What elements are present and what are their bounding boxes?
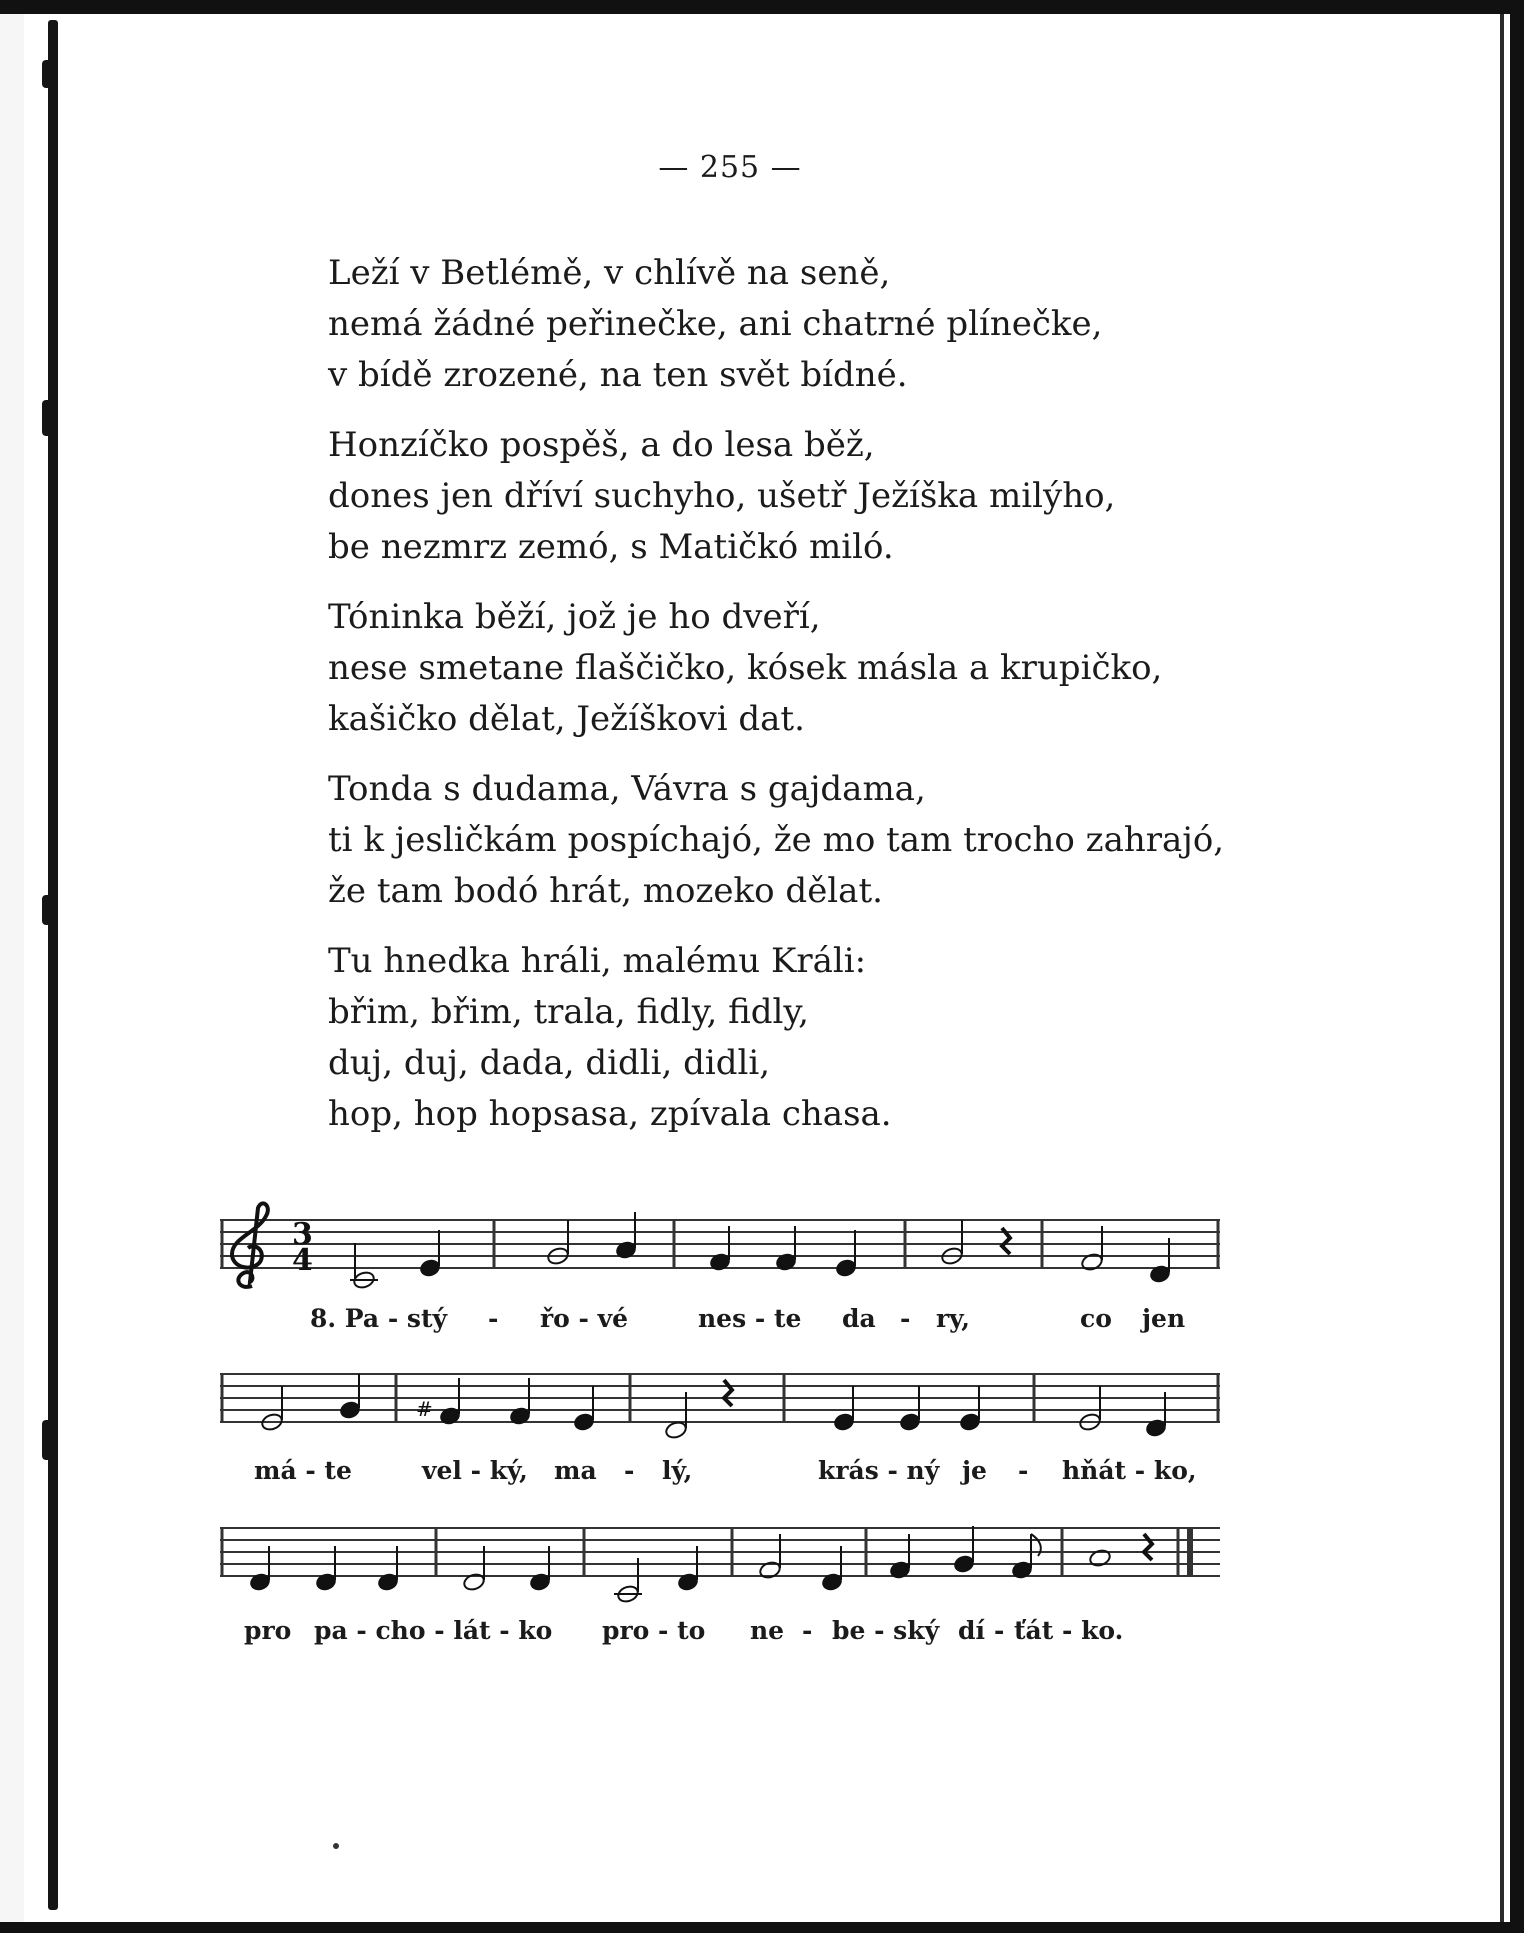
- lyric-syllable: řo - vé: [540, 1304, 629, 1333]
- verse-line: v bídě zrozené, na ten svět bídné.: [328, 355, 908, 395]
- scan-notch: [42, 60, 56, 88]
- lyric-syllable: vel - ký,: [422, 1456, 528, 1485]
- lyric-syllable: ťát - ko.: [1014, 1616, 1124, 1645]
- lyric-syllable: pro - to: [602, 1616, 706, 1645]
- lyric-syllable: má - te: [254, 1456, 352, 1485]
- lyric-syllable: be - ský: [832, 1616, 940, 1645]
- verse-line: ti k jesličkám pospíchajó, že mo tam trocho zahrajó,: [328, 820, 1225, 860]
- lyric-syllable: ma: [554, 1456, 597, 1485]
- page-number: — 255 —: [658, 150, 802, 185]
- svg-text:#: #: [416, 1397, 433, 1421]
- scan-border-top: [0, 0, 1524, 14]
- verse-line: hop, hop hopsasa, zpívala chasa.: [328, 1094, 892, 1134]
- stanza: [328, 764, 1328, 917]
- scan-border-bottom: [0, 1922, 1524, 1933]
- scan-notch: [42, 895, 56, 925]
- lyric-syllable: ne: [750, 1616, 785, 1645]
- verse-line: kašičko dělat, Ježíškovi dat.: [328, 699, 805, 739]
- lyric-syllable: -: [624, 1456, 635, 1485]
- scan-border-right: [1510, 0, 1524, 1933]
- lyric-syllable: -: [994, 1616, 1005, 1645]
- lyric-syllable: jen: [1142, 1304, 1186, 1333]
- time-signature-bottom: 4: [292, 1243, 313, 1278]
- lyric-syllable: da: [842, 1304, 876, 1333]
- time-signature-top: 3: [292, 1217, 313, 1252]
- lyric-syllable: nes - te: [698, 1304, 802, 1333]
- lyric-syllable: pa - cho - lát - ko: [314, 1616, 553, 1645]
- lyric-syllable: -: [802, 1616, 813, 1645]
- verse-line: že tam bodó hrát, mozeko dělat.: [328, 871, 883, 911]
- verse-line: nese smetane flaščičko, kósek másla a krupičko,: [328, 648, 1163, 688]
- lyric-syllable: -: [900, 1304, 911, 1333]
- poem: [328, 248, 1328, 1159]
- verse-line: břim, břim, trala, fidly, fidly,: [328, 992, 809, 1032]
- verse-line: Tóninka běží, jož je ho dveří,: [328, 597, 821, 637]
- scan-notch: [42, 1420, 56, 1460]
- lyric-syllable: je: [962, 1456, 987, 1485]
- lyric-syllable: -: [1018, 1456, 1029, 1485]
- stray-dot: [333, 1843, 339, 1849]
- verse-line: Tonda s dudama, Vávra s gajdama,: [328, 769, 926, 809]
- lyric-syllable: -: [488, 1304, 499, 1333]
- verse-line: duj, duj, dada, didli, didli,: [328, 1043, 771, 1083]
- lyric-syllable: ry,: [936, 1304, 971, 1333]
- scan-border-right-inner: [1500, 14, 1504, 1922]
- verse-line: Leží v Betlémě, v chlívě na seně,: [328, 253, 891, 293]
- scan-notch: [42, 400, 56, 436]
- stanza: [328, 936, 1328, 1140]
- verse-line: nemá žádné peřinečke, ani chatrné plínečke,: [328, 304, 1103, 344]
- lyric-syllable: 8. Pa - stý: [310, 1304, 448, 1333]
- verse-line: be nezmrz zemó, s Matičkó miló.: [328, 527, 894, 567]
- lyric-syllable: lý,: [662, 1456, 693, 1485]
- scan-gutter-left: [0, 14, 24, 1922]
- staff-system-3: [210, 1512, 1230, 1632]
- treble-clef-icon: [232, 1203, 268, 1287]
- verse-line: Honzíčko pospěš, a do lesa běž,: [328, 425, 875, 465]
- lyric-syllable: krás - ný: [818, 1456, 940, 1485]
- stanza: [328, 592, 1328, 745]
- lyric-syllable: dí: [958, 1616, 985, 1645]
- stanza: [328, 248, 1328, 401]
- verse-line: dones jen dříví suchyho, ušetř Ježíška milýho,: [328, 476, 1116, 516]
- lyric-syllable: pro: [244, 1616, 292, 1645]
- lyrics-row: [210, 1616, 1230, 1656]
- stanza: [328, 420, 1328, 573]
- lyric-syllable: hňát - ko,: [1062, 1456, 1197, 1485]
- lyrics-row: [210, 1304, 1230, 1344]
- scan-border-left: [48, 20, 58, 1910]
- verse-line: Tu hnedka hráli, malému Králi:: [328, 941, 867, 981]
- music-score: [210, 1198, 1230, 1668]
- lyric-syllable: co: [1080, 1304, 1112, 1333]
- lyrics-row: [210, 1456, 1230, 1496]
